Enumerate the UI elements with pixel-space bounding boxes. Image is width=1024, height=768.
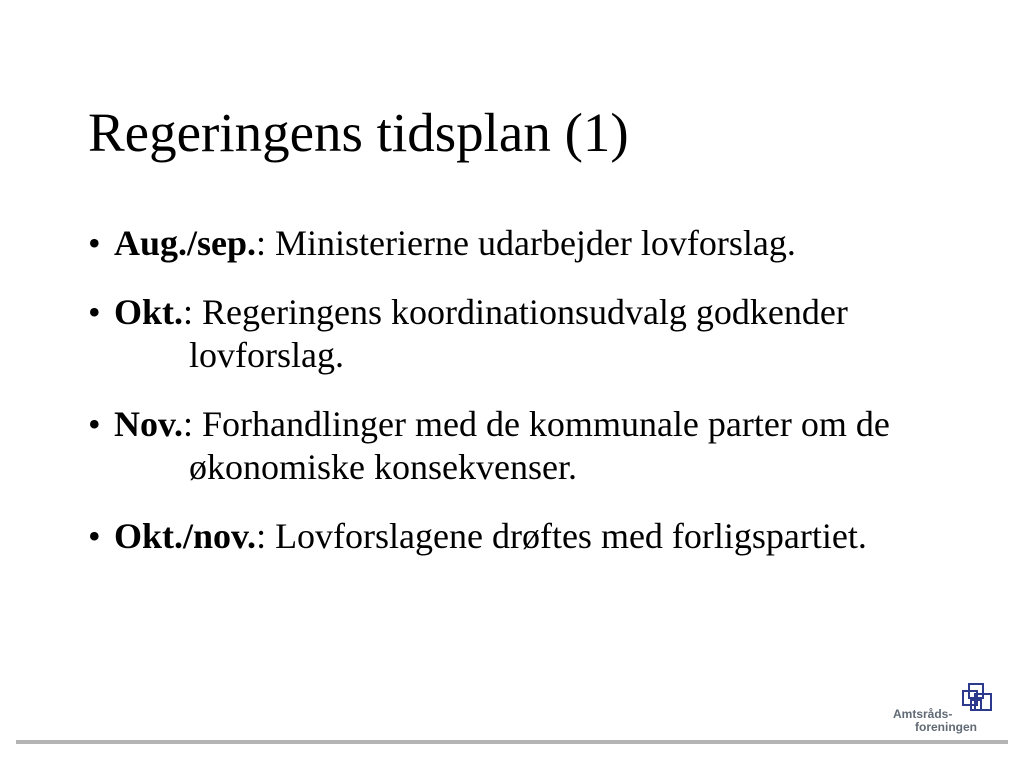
bullet-text: : Regeringens koordinationsudvalg godkender lovforslag. [183, 292, 848, 375]
slide-title: Regeringens tidsplan (1) [88, 102, 629, 163]
bullet-item-okt-nov [88, 515, 988, 558]
bullet-item-nov [88, 403, 988, 489]
bullet-item-okt [88, 291, 988, 377]
bullet-text: : Ministerierne udarbejder lovforslag. [256, 223, 796, 263]
bullet-icon: • [88, 223, 101, 263]
bullet-term: Nov. [114, 404, 184, 444]
bullet-term: Okt./nov. [114, 516, 257, 556]
bullet-text: : Lovforslagene drøftes med forligspartiet. [256, 516, 867, 556]
footer-rule [16, 740, 1008, 744]
logo-text [893, 708, 977, 734]
logo-text-line2: foreningen [915, 720, 977, 734]
bullet-icon: • [88, 516, 101, 556]
bullet-icon: • [88, 292, 101, 332]
bullet-icon: • [88, 404, 101, 444]
bullet-term: Aug./sep. [114, 223, 257, 263]
bullet-term: Okt. [114, 292, 184, 332]
logo-text-line1: Amtsråds- [893, 707, 953, 721]
bullet-list [88, 222, 988, 584]
amtsraadsforeningen-logo [893, 682, 998, 736]
bullet-item-aug-sep [88, 222, 988, 265]
bullet-text: : Forhandlinger med de kommunale parter om de økonomiske konsekvenser. [183, 404, 890, 487]
